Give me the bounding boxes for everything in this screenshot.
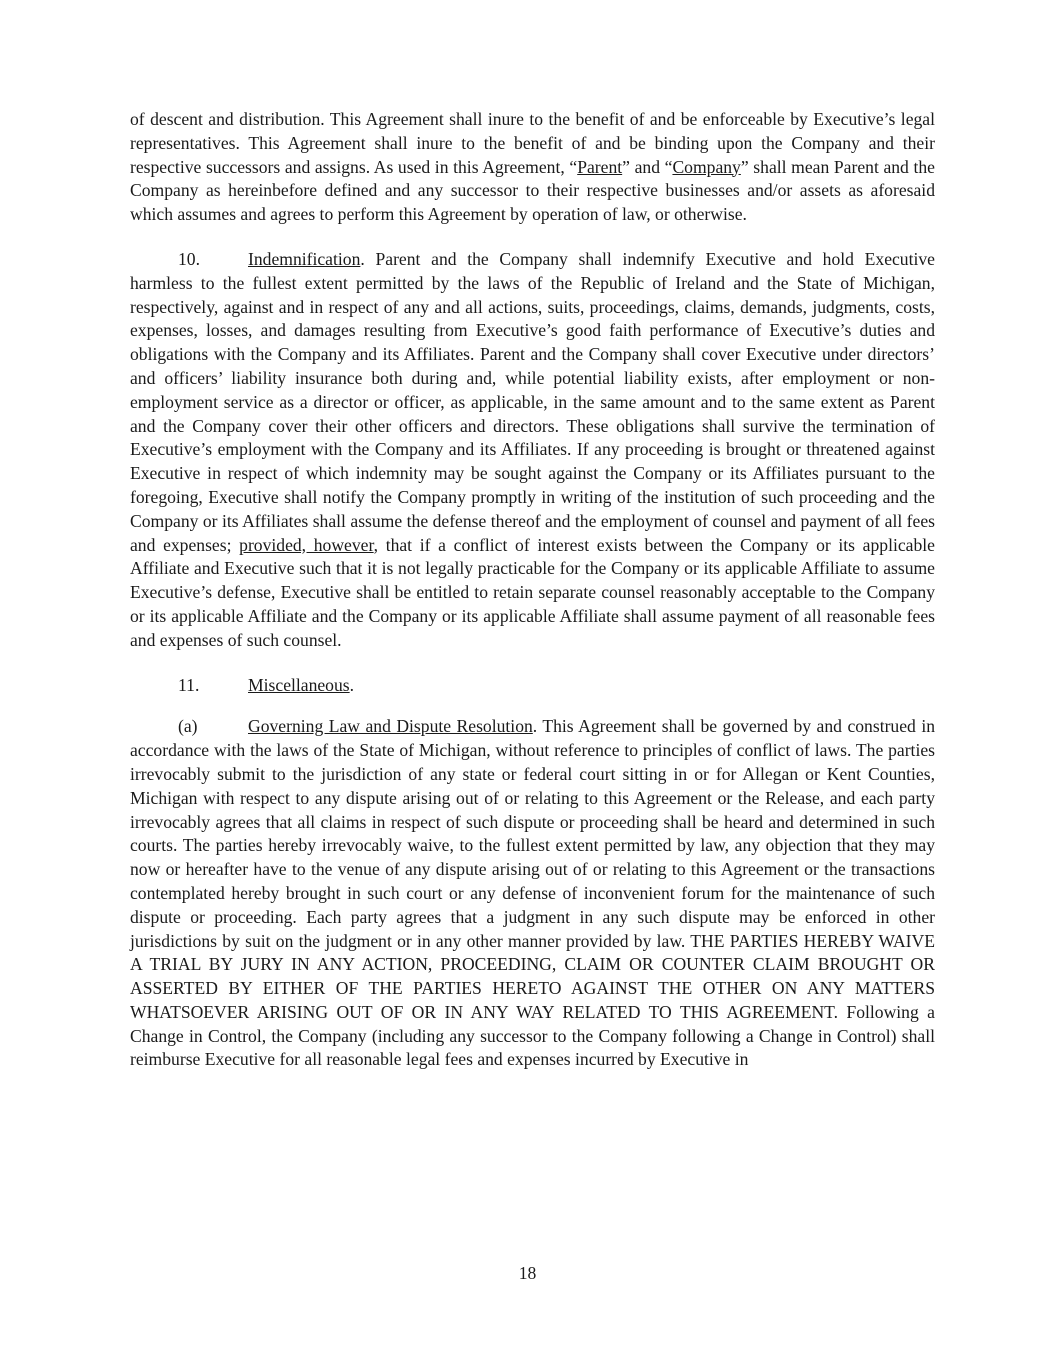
section-10-heading: Indemnification: [248, 248, 361, 269]
section-11-period: .: [349, 674, 355, 695]
continuation-text-c: ” shall mean Parent and the Company as hereinbefore defined and any successor to their respective businesses and/or assets as aforesaid which assumes and agrees to perform this Agreement by operation of law, or otherwise.: [130, 156, 935, 225]
section-11a-heading: Governing Law and Dispute Resolution: [248, 716, 533, 737]
page-number: 18: [518, 1263, 537, 1283]
section-11a-governing-law: [130, 715, 935, 1072]
defined-term-company: Company: [672, 156, 741, 177]
section-11a-label: (a): [178, 716, 198, 737]
document-body: [130, 108, 935, 1072]
section-11a-text: . This Agreement shall be governed by and construed in accordance with the laws of the State of Michigan, without reference to principles of conflict of laws. The parties irrevocably submit to the jurisdiction of any state or federal court sitting in or for Allegan or Kent Counties, Michigan with respect to any dispute arising out of or relating to this Agreement or the Release, and each party irrevocably agrees that all claims in respect of such dispute or proceeding shall be heard and determined in such courts. The parties hereby irrevocably waive, to the fullest extent permitted by law, any objection that they may now or hereafter have to the venue of any dispute arising out of or relating to this Agreement or the transactions contemplated hereby brought in such court or any defense of inconvenient forum for the maintenance of such dispute or proceeding. Each party agrees that a judgment in any such dispute may be enforced in other jurisdictions by suit on the judgment or in any other manner provided by law. THE PARTIES HEREBY WAIVE A TRIAL BY JURY IN ANY ACTION, PROCEEDING, CLAIM OR COUNTER CLAIM BROUGHT OR ASSERTED BY EITHER OF THE PARTIES HERETO AGAINST THE OTHER ON ANY MATTERS WHATSOEVER ARISING OUT OF OR IN ANY WAY RELATED TO THIS AGREEMENT. Following a Change in Control, the Company (including any successor to the Company following a Change in Control) shall reimburse Executive for all reasonable legal fees and expenses incurred by Executive in: [130, 716, 935, 1070]
continuation-text-a: of descent and distribution. This Agreement shall inure to the benefit of and be enforceable by Executive’s legal representatives. This Agreement shall inure to the benefit of and be binding upon the Company and their respective successors and assigns. As used in this Agreement, “: [130, 109, 935, 177]
defined-term-parent: Parent: [577, 156, 623, 177]
section-11-miscellaneous: [130, 674, 935, 698]
section-11-heading: Miscellaneous: [248, 674, 350, 695]
section-10-text-a: . Parent and the Company shall indemnify Executive and hold Executive harmless to the fullest extent permitted by the laws of the Republic of Ireland and the State of Michigan, respectively, against and in respect of any and all actions, suits, proceedings, claims, demands, judgments, costs, expenses, losses, and damages resulting from Executive’s good faith performance of Executive’s duties and obligations with the Company and its Affiliates. Parent and the Company shall cover Executive under directors’ and officers’ liability insurance both during and, while potential liability exists, after employment or non-employment service as a director or officer, as applicable, in the same amount and to the same extent as Parent and the Company cover their other officers and directors. These obligations shall survive the termination of Executive’s employment with the Company and its Affiliates. If any proceeding is brought or threatened against Executive in respect of which indemnity may be sought against the Company or its Affiliates pursuant to the foregoing, Executive shall notify the Company promptly in writing of the institution of such proceeding and the Company or its Affiliates shall assume the defense thereof and the employment of counsel and payment of all fees and expenses;: [130, 248, 935, 555]
section-11-number: 11.: [178, 674, 200, 695]
section-10-indemnification: [130, 248, 935, 653]
paragraph-continuation: [130, 108, 935, 227]
section-10-number: 10.: [178, 248, 200, 269]
continuation-text-b: ” and “: [622, 156, 673, 177]
section-10-text-b: , that if a conflict of interest exists between the Company or its applicable Affiliate and Executive such that it is not legally practicable for the Company or its applicable Affiliate to assume Executive’s defense, Executive shall be entitled to retain separate counsel reasonably acceptable to the Company or its applicable Affiliate and the Company or its applicable Affiliate shall assume payment of all reasonable fees and expenses of such counsel.: [130, 534, 935, 650]
provided-however-term: provided, however: [239, 534, 374, 555]
